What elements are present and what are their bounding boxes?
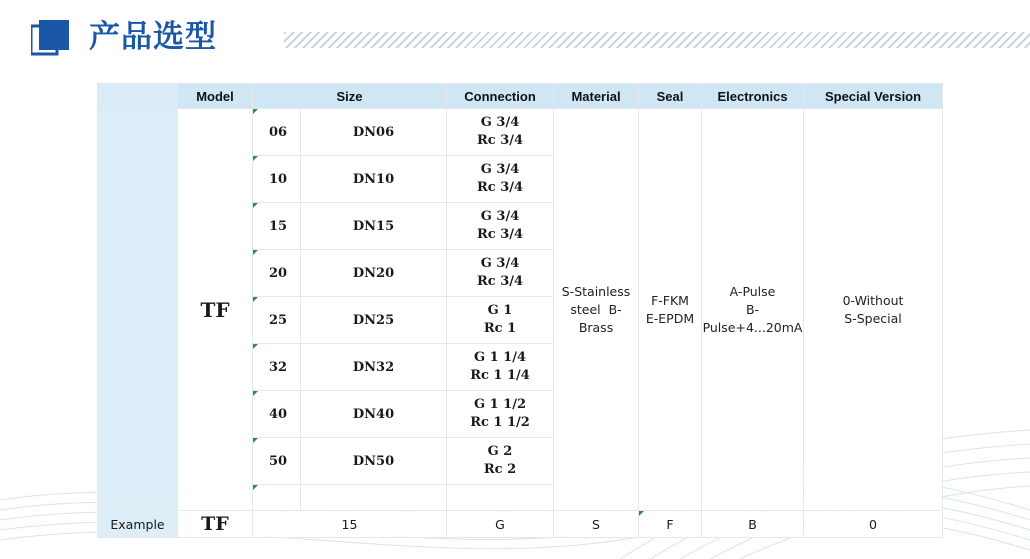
connection-g: G 1 1/4 (473, 350, 527, 365)
size-dn: DN25 (301, 297, 447, 344)
seal-line-1: F-FKM (651, 292, 689, 308)
example-connection: G (447, 511, 554, 538)
size-dn: DN50 (301, 438, 447, 485)
size-code: 10 (253, 156, 301, 203)
material-line-1: S-Stainless (561, 283, 631, 299)
material-cell (554, 109, 639, 511)
electronics-line-2: B- (745, 301, 760, 317)
title-hatch-divider (284, 32, 1030, 48)
connection-rc: Rc 1 1/4 (470, 368, 530, 383)
size-dn: DN20 (301, 250, 447, 297)
header-seal: Seal (639, 84, 702, 109)
connection-g: G 1 (487, 303, 513, 318)
connection-cell (447, 344, 554, 391)
connection-g: G 2 (487, 444, 513, 459)
example-model: TF (178, 511, 253, 538)
example-row (98, 511, 943, 538)
connection-rc: Rc 3/4 (476, 274, 524, 289)
connection-cell (447, 297, 554, 344)
connection-cell (447, 109, 554, 156)
table-header-row (98, 84, 943, 109)
size-code: 50 (253, 438, 301, 485)
empty-cell (253, 485, 301, 511)
size-dn: DN15 (301, 203, 447, 250)
size-code: 15 (253, 203, 301, 250)
special-line-1: 0-Without (842, 292, 904, 308)
left-strip (98, 109, 178, 511)
example-special: 0 (804, 511, 943, 538)
size-dn: DN40 (301, 391, 447, 438)
connection-cell (447, 203, 554, 250)
page-title: 产品选型 (89, 19, 217, 55)
empty-cell (447, 485, 554, 511)
seal-line-2: E-EPDM (645, 310, 695, 326)
connection-cell (447, 438, 554, 485)
table-row (98, 109, 943, 156)
connection-rc: Rc 3/4 (476, 227, 524, 242)
connection-g: G 3/4 (480, 115, 520, 130)
example-material: S (554, 511, 639, 538)
header-blank (98, 84, 178, 109)
example-size: 15 (253, 511, 447, 538)
connection-g: G 3/4 (480, 209, 520, 224)
special-line-2: S-Special (844, 310, 902, 326)
header-size: Size (253, 84, 447, 109)
connection-g: G 3/4 (480, 162, 520, 177)
size-code: 25 (253, 297, 301, 344)
material-line-2: steel B- (570, 301, 622, 317)
special-version-cell (804, 109, 943, 511)
connection-rc: Rc 1 (483, 321, 517, 336)
connection-rc: Rc 3/4 (476, 133, 524, 148)
header-special-version: Special Version (804, 84, 943, 109)
electronics-cell (702, 109, 804, 511)
header-electronics: Electronics (702, 84, 804, 109)
logo-mark-icon (31, 20, 71, 56)
connection-rc: Rc 2 (483, 462, 517, 477)
size-code: 20 (253, 250, 301, 297)
size-code: 32 (253, 344, 301, 391)
size-dn: DN10 (301, 156, 447, 203)
material-line-3: Brass (578, 319, 614, 335)
empty-cell (301, 485, 447, 511)
electronics-line-3: Pulse+4...20mA (702, 319, 803, 335)
size-dn: DN06 (301, 109, 447, 156)
product-selection-table (97, 83, 943, 538)
header-model: Model (178, 84, 253, 109)
example-seal: F (639, 511, 702, 538)
size-code: 06 (253, 109, 301, 156)
seal-cell (639, 109, 702, 511)
size-dn: DN32 (301, 344, 447, 391)
connection-cell (447, 250, 554, 297)
connection-g: G 3/4 (480, 256, 520, 271)
connection-rc: Rc 1 1/2 (470, 415, 530, 430)
size-code: 40 (253, 391, 301, 438)
example-label: Example (98, 511, 178, 538)
connection-g: G 1 1/2 (473, 397, 527, 412)
connection-cell (447, 391, 554, 438)
electronics-line-1: A-Pulse (729, 283, 776, 299)
connection-rc: Rc 3/4 (476, 180, 524, 195)
example-electronics: B (702, 511, 804, 538)
header-material: Material (554, 84, 639, 109)
header-connection: Connection (447, 84, 554, 109)
connection-cell (447, 156, 554, 203)
model-value: TF (178, 109, 253, 511)
